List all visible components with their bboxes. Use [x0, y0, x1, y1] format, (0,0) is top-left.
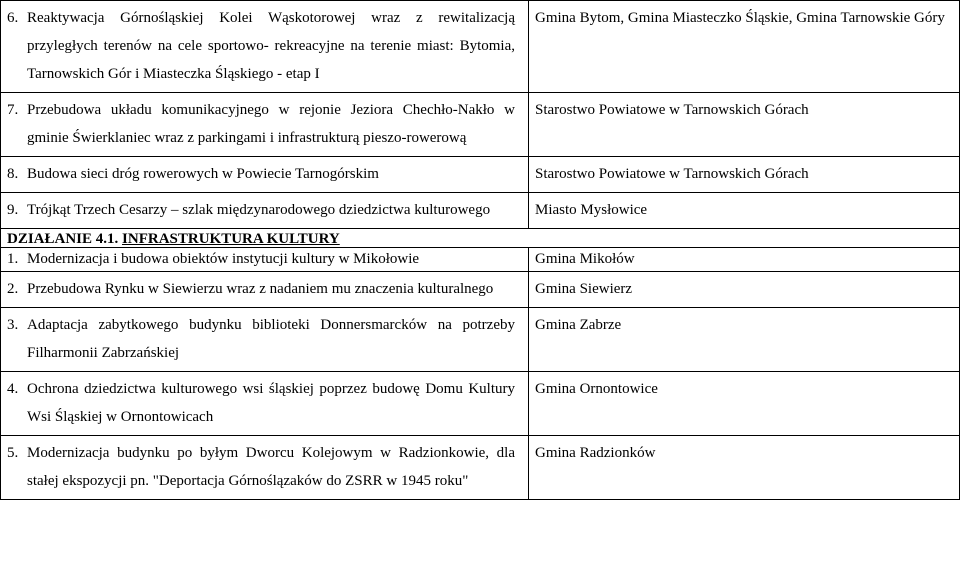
project-cell: [1, 308, 529, 372]
table-row: [1, 308, 960, 372]
beneficiary-cell: Gmina Radzionków: [529, 436, 960, 500]
project-name: Przebudowa Rynku w Siewierzu wraz z nadaniem mu znaczenia kulturalnego: [27, 281, 494, 297]
beneficiary-cell: Gmina Zabrze: [529, 308, 960, 372]
row-number: 9.: [7, 202, 19, 218]
beneficiary-cell: Starostwo Powiatowe w Tarnowskich Górach: [529, 157, 960, 193]
row-number: 3.: [7, 317, 19, 333]
section-prefix: DZIAŁANIE 4.1.: [7, 231, 119, 247]
table-row: [1, 436, 960, 500]
project-name: Reaktywacja Górnośląskiej Kolei Wąskotorowej wraz z rewitalizacją przyległych terenów na cele sportowo- rekreacyjne na terenie miast: Bytomia, Tarnowskich Gór i Miasteczka Śląskiego - etap I: [27, 10, 515, 82]
row-number: 2.: [7, 281, 19, 297]
project-cell: [1, 372, 529, 436]
row-number: 7.: [7, 102, 19, 118]
project-name: Budowa sieci dróg rowerowych w Powiecie Tarnogórskim: [27, 166, 379, 182]
project-cell: [1, 248, 529, 272]
row-number: 8.: [7, 166, 19, 182]
project-cell: [1, 93, 529, 157]
beneficiary-cell: Gmina Ornontowice: [529, 372, 960, 436]
table-row: [1, 93, 960, 157]
beneficiary-cell: Gmina Mikołów: [529, 248, 960, 272]
project-name: Modernizacja i budowa obiektów instytucji kultury w Mikołowie: [27, 251, 420, 267]
row-number: 5.: [7, 445, 19, 461]
row-number: 4.: [7, 381, 19, 397]
beneficiary-cell: Miasto Mysłowice: [529, 193, 960, 229]
project-name: Przebudowa układu komunikacyjnego w rejonie Jeziora Chechło-Nakło w gminie Świerklaniec wraz z parkingami i infrastrukturą pieszo-rowerową: [27, 102, 515, 146]
section-header-row: [1, 229, 960, 248]
beneficiary-cell: Starostwo Powiatowe w Tarnowskich Górach: [529, 93, 960, 157]
project-cell: [1, 272, 529, 308]
project-cell: [1, 193, 529, 229]
project-cell: [1, 1, 529, 93]
section-header: [1, 229, 960, 248]
beneficiary-cell: Gmina Siewierz: [529, 272, 960, 308]
project-name: Trójkąt Trzech Cesarzy – szlak międzynarodowego dziedzictwa kulturowego: [27, 202, 491, 218]
project-name: Modernizacja budynku po byłym Dworcu Kolejowym w Radzionkowie, dla stałej ekspozycji pn. "Deportacja Górnoślązaków do ZSRR w 1945 roku": [27, 445, 515, 489]
table-row: [1, 1, 960, 93]
table-row: [1, 272, 960, 308]
project-cell: [1, 157, 529, 193]
project-cell: [1, 436, 529, 500]
row-number: 1.: [7, 251, 19, 267]
row-number: 6.: [7, 10, 19, 26]
beneficiary-cell: Gmina Bytom, Gmina Miasteczko Śląskie, Gmina Tarnowskie Góry: [529, 1, 960, 93]
project-name: Ochrona dziedzictwa kulturowego wsi śląskiej poprzez budowę Domu Kultury Wsi Śląskiej w Ornontowicach: [27, 381, 515, 425]
table-row: [1, 248, 960, 272]
table-row: [1, 193, 960, 229]
project-name: Adaptacja zabytkowego budynku biblioteki Donnersmarcków na potrzeby Filharmonii Zabrzańskiej: [27, 317, 515, 361]
table-row: [1, 157, 960, 193]
section-title: INFRASTRUKTURA KULTURY: [122, 231, 340, 247]
table-row: [1, 372, 960, 436]
